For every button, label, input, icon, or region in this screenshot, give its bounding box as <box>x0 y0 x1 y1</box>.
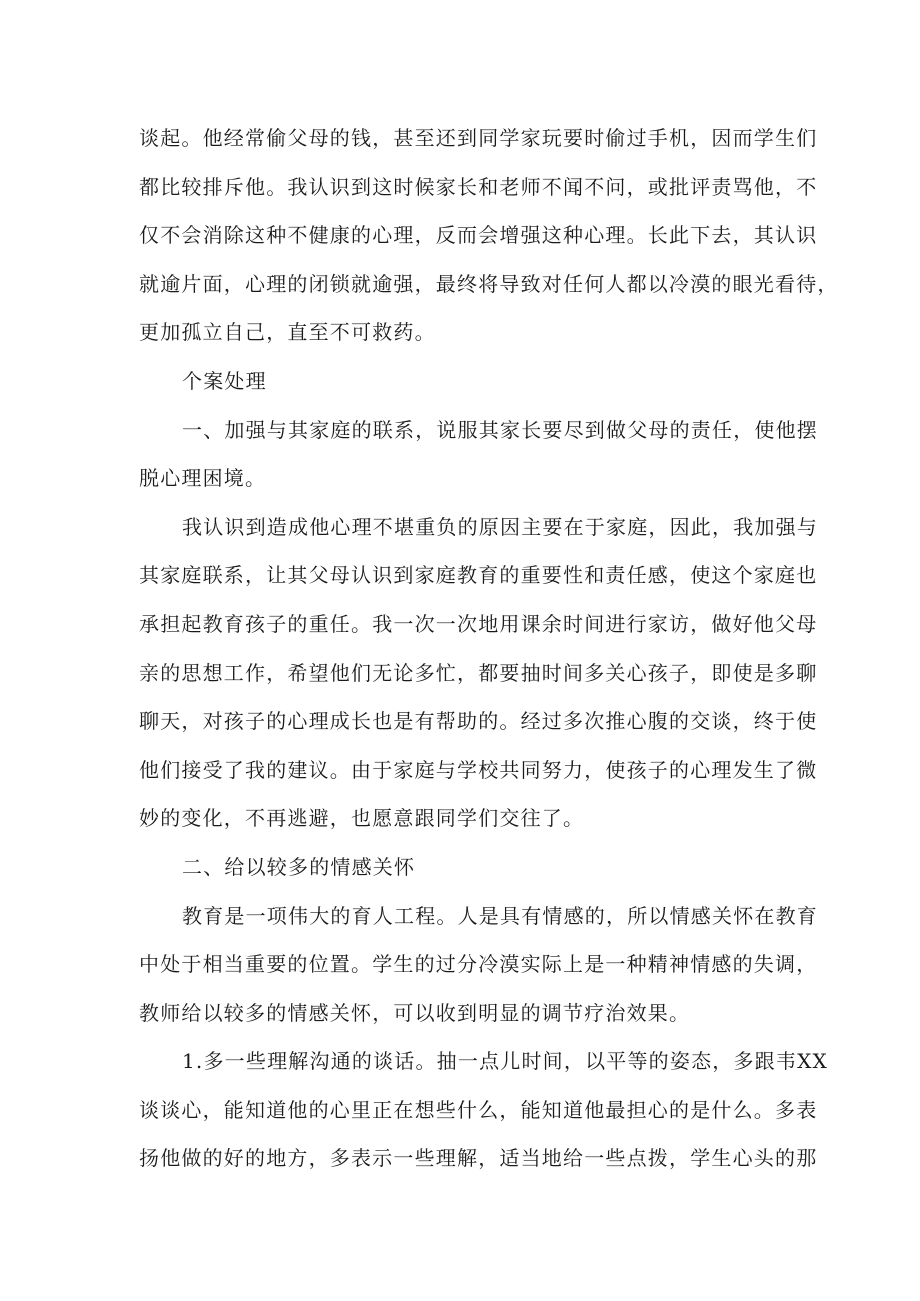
text-line: 亲的思想工作，希望他们无论多忙，都要抽时间多关心孩子，即使是多聊 <box>139 660 818 685</box>
text-line: 都比较排斥他。我认识到这时候家长和老师不闻不问，或批评责骂他，不 <box>139 174 818 199</box>
text-line: 二、给以较多的情感关怀 <box>182 854 416 879</box>
text-line: 其家庭联系，让其父母认识到家庭教育的重要性和责任感，使这个家庭也 <box>139 563 818 588</box>
text-line: 更加孤立自己，直至不可救药。 <box>139 320 436 345</box>
text-line: 谈起。他经常偷父母的钱，甚至还到同学家玩要时偷过手机，因而学生们 <box>139 126 818 150</box>
text-line: 谈谈心，能知道他的心里正在想些什么，能知道他最担心的是什么。多表 <box>139 1097 818 1122</box>
text-line: 脱心理困境。 <box>139 466 267 491</box>
text-line: 我认识到造成他心理不堪重负的原因主要在于家庭，因此，我加强与 <box>182 514 818 539</box>
text-line: 一、加强与其家庭的联系，说服其家长要尽到做父母的责任，使他摆 <box>182 417 818 442</box>
text-line: 妙的变化，不再逃避，也愿意跟同学们交往了。 <box>139 806 585 831</box>
text-line: 中处于相当重要的位置。学生的过分冷漠实际上是一种精神情感的失调， <box>139 952 818 977</box>
text-line: 个案处理 <box>182 368 267 393</box>
text-line: 仅不会消除这种不健康的心理，反而会增强这种心理。长此下去，其认识 <box>139 223 818 248</box>
text-line: 1.多一些理解沟通的谈话。抽一点儿时间，以平等的姿态，多跟韦XX <box>182 1049 828 1074</box>
text-line: 承担起教育孩子的重任。我一次一次地用课余时间进行家访，做好他父母 <box>139 611 818 636</box>
text-line: 扬他做的好的地方，多表示一些理解，适当地给一些点拨，学生心头的那 <box>139 1146 818 1171</box>
text-line: 教师给以较多的情感关怀，可以收到明显的调节疗治效果。 <box>139 1000 691 1025</box>
text-line: 就逾片面，心理的闭锁就逾强，最终将导致对任何人都以冷漠的眼光看待， <box>139 271 839 296</box>
text-line: 他们接受了我的建议。由于家庭与学校共同努力，使孩子的心理发生了微 <box>139 757 818 782</box>
text-line: 教育是一项伟大的育人工程。人是具有情感的，所以情感关怀在教育 <box>182 903 818 928</box>
text-line: 聊天，对孩子的心理成长也是有帮助的。经过多次推心腹的交谈，终于使 <box>139 709 818 734</box>
document-body <box>139 118 839 1187</box>
